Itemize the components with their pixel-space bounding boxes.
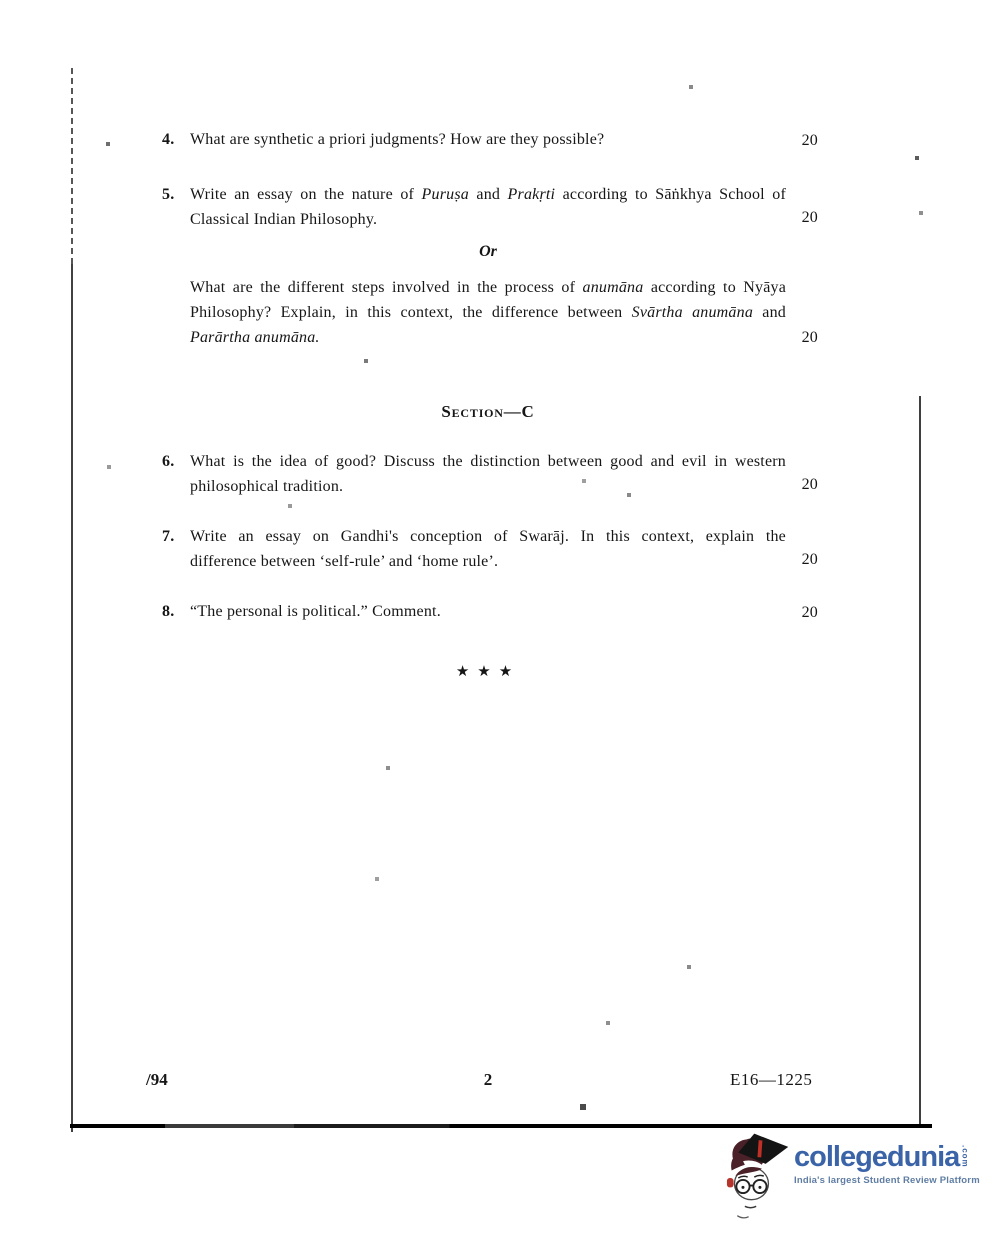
question-4-marks: 20 bbox=[801, 132, 818, 149]
question-4-line-1: What are synthetic a priori judgments? How are they possible? bbox=[190, 131, 605, 148]
question-6-number: 6. bbox=[162, 453, 175, 470]
collegedunia-logo bbox=[726, 1130, 982, 1234]
question-5-marks: 20 bbox=[801, 209, 818, 226]
question-7-line-1: Write an essay on Gandhi's conception of Swarāj. In this context, explain the bbox=[190, 528, 786, 545]
logo-text bbox=[794, 1142, 980, 1186]
left-margin-line bbox=[71, 264, 73, 1132]
question-5-line-2: Classical Indian Philosophy. bbox=[190, 211, 378, 228]
question-5-line-1: Write an essay on the nature of Puruṣa and Prakṛti according to Sāṅkhya School of bbox=[190, 186, 786, 203]
question-8-line-1: “The personal is political.” Comment. bbox=[190, 603, 441, 620]
question-5-text bbox=[190, 182, 786, 232]
question-5-alternative bbox=[162, 275, 818, 350]
question-5 bbox=[162, 182, 818, 232]
question-8 bbox=[162, 599, 818, 624]
logo-tld: .com bbox=[960, 1145, 970, 1168]
section-c-heading: Section—C bbox=[441, 402, 535, 421]
question-5-alternative-text bbox=[190, 275, 786, 350]
question-7-text bbox=[190, 524, 786, 574]
question-5-alt-line-3: Parārtha anumāna. bbox=[190, 329, 320, 346]
scan-noise-specks bbox=[0, 0, 2, 2]
right-margin-line bbox=[919, 396, 921, 1124]
question-4-text bbox=[190, 127, 786, 152]
graduate-mascot-icon bbox=[726, 1130, 792, 1226]
question-5-number: 5. bbox=[162, 186, 175, 203]
question-5-alt-marks: 20 bbox=[801, 329, 818, 346]
question-4 bbox=[162, 127, 818, 152]
question-6 bbox=[162, 449, 818, 499]
footer-paper-code: E16—1225 bbox=[730, 1070, 813, 1089]
question-6-text bbox=[190, 449, 786, 499]
question-8-text bbox=[190, 599, 786, 624]
question-7-line-2: difference between ‘self-rule’ and ‘home rule’. bbox=[190, 553, 499, 570]
question-7 bbox=[162, 524, 818, 574]
question-6-marks: 20 bbox=[801, 476, 818, 493]
logo-brand-name: collegedunia bbox=[794, 1141, 960, 1173]
question-8-marks: 20 bbox=[801, 604, 818, 621]
question-7-marks: 20 bbox=[801, 551, 818, 568]
or-separator: Or bbox=[479, 243, 497, 260]
footer-page-number: 2 bbox=[483, 1070, 493, 1089]
question-6-line-2: philosophical tradition. bbox=[190, 478, 344, 495]
left-margin-dashed-line bbox=[71, 68, 73, 264]
question-5-alt-line-1: What are the different steps involved in the process of anumāna according to Nyāya bbox=[190, 279, 786, 296]
question-8-number: 8. bbox=[162, 603, 175, 620]
logo-tagline: India's largest Student Review Platform bbox=[794, 1175, 980, 1186]
page-bottom-scan-edge bbox=[70, 1124, 932, 1128]
question-5-alt-line-2: Philosophy? Explain, in this context, the difference between Svārtha anumāna and bbox=[190, 304, 786, 321]
question-6-line-1: What is the idea of good? Discuss the distinction between good and evil in western bbox=[190, 453, 786, 470]
question-4-number: 4. bbox=[162, 131, 175, 148]
end-of-paper-stars: ★★★ bbox=[455, 664, 521, 680]
footer-series-code: /94 bbox=[146, 1070, 168, 1089]
question-7-number: 7. bbox=[162, 528, 175, 545]
